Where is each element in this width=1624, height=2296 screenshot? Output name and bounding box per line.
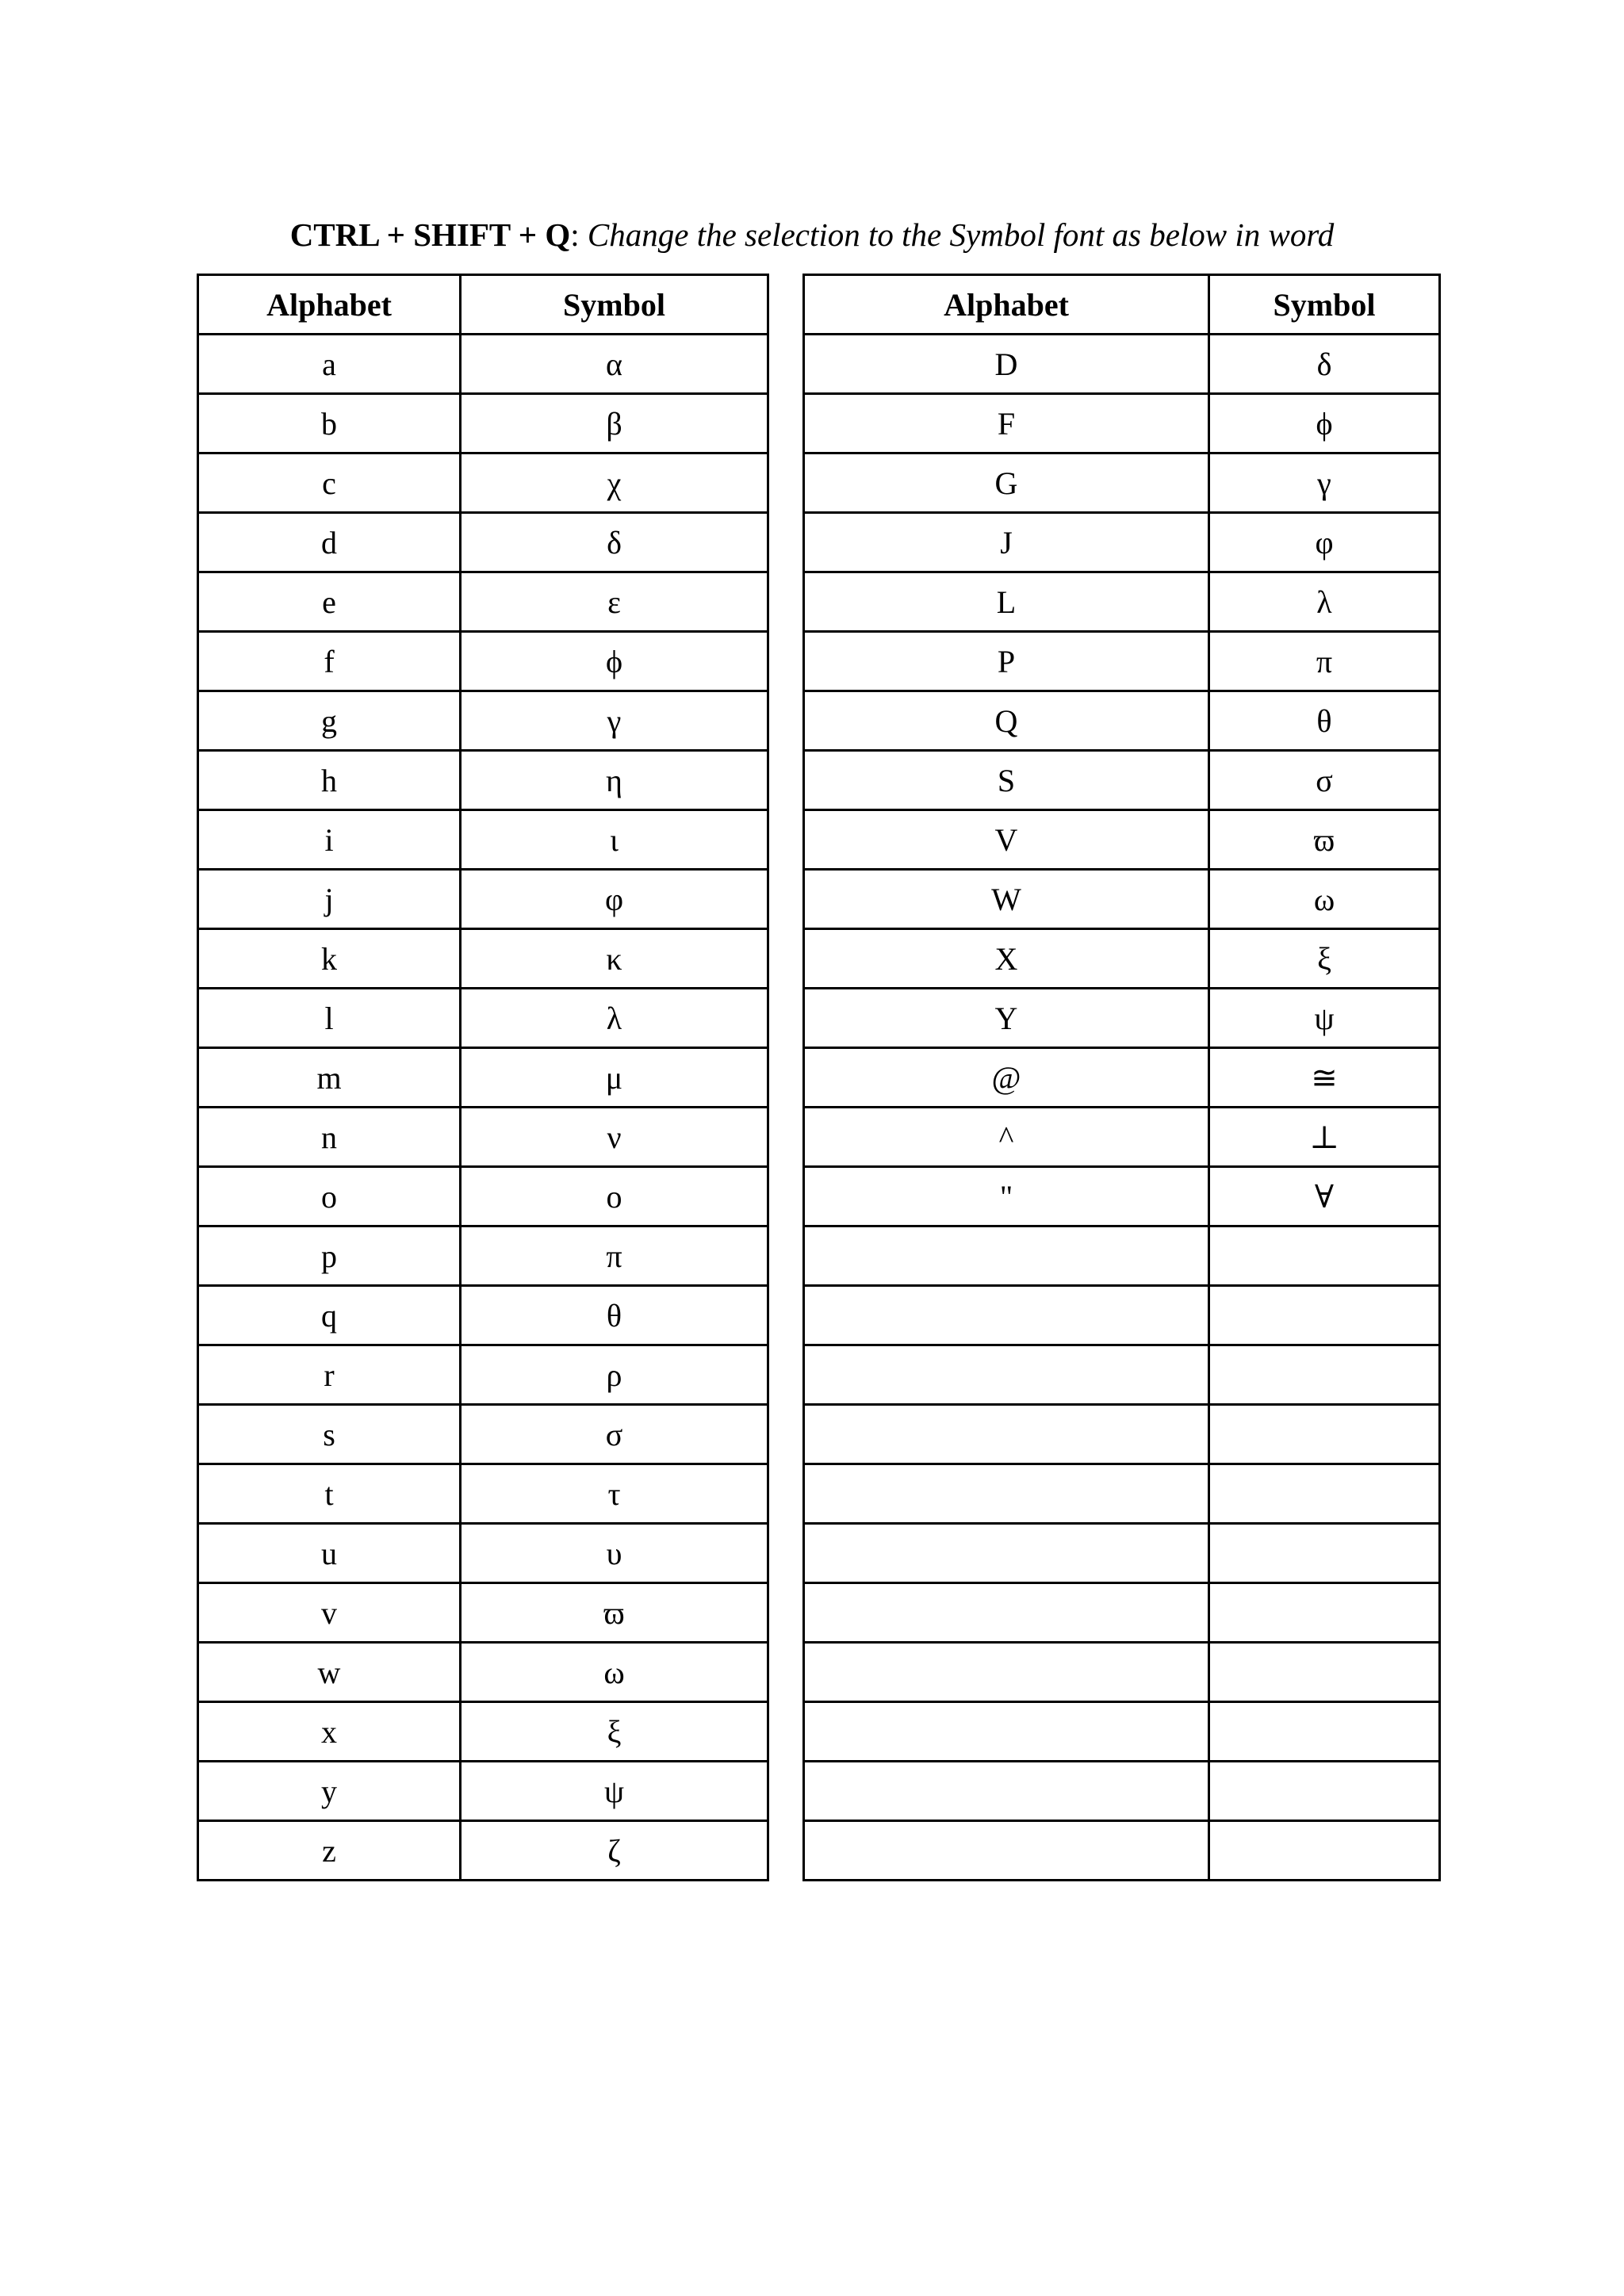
- cell-left-alphabet: s: [198, 1405, 461, 1464]
- cell-left-symbol: χ: [461, 453, 768, 513]
- cell-left-symbol: ρ: [461, 1345, 768, 1405]
- table-row: [198, 870, 1440, 929]
- header-left-symbol: Symbol: [461, 275, 768, 335]
- cell-right-symbol: θ: [1209, 691, 1440, 751]
- cell-right-symbol: [1209, 1464, 1440, 1524]
- column-gap: [768, 1762, 804, 1821]
- column-gap: [768, 394, 804, 453]
- cell-right-alphabet: [804, 1821, 1209, 1881]
- table-row: [198, 632, 1440, 691]
- cell-right-symbol: ϖ: [1209, 810, 1440, 870]
- column-gap: [768, 275, 804, 335]
- cell-right-alphabet: [804, 1583, 1209, 1643]
- cell-left-alphabet: v: [198, 1583, 461, 1643]
- cell-left-alphabet: j: [198, 870, 461, 929]
- cell-left-symbol: ι: [461, 810, 768, 870]
- table-row: [198, 1345, 1440, 1405]
- column-gap: [768, 1702, 804, 1762]
- cell-left-alphabet: t: [198, 1464, 461, 1524]
- cell-left-alphabet: n: [198, 1108, 461, 1167]
- cell-right-alphabet: [804, 1345, 1209, 1405]
- cell-right-alphabet: ": [804, 1167, 1209, 1226]
- table-row: [198, 751, 1440, 810]
- cell-left-alphabet: u: [198, 1524, 461, 1583]
- cell-left-alphabet: h: [198, 751, 461, 810]
- column-gap: [768, 929, 804, 989]
- column-gap: [768, 1048, 804, 1108]
- cell-right-symbol: [1209, 1821, 1440, 1881]
- table-row: [198, 1405, 1440, 1464]
- cell-right-symbol: [1209, 1643, 1440, 1702]
- table-row: [198, 1048, 1440, 1108]
- column-gap: [768, 751, 804, 810]
- cell-left-alphabet: x: [198, 1702, 461, 1762]
- title-description: Change the selection to the Symbol font as below in word: [587, 216, 1335, 253]
- cell-right-symbol: [1209, 1405, 1440, 1464]
- cell-left-alphabet: e: [198, 572, 461, 632]
- cell-right-alphabet: [804, 1524, 1209, 1583]
- cell-left-symbol: ψ: [461, 1762, 768, 1821]
- column-gap: [768, 1821, 804, 1881]
- table-row: [198, 1226, 1440, 1286]
- shortcut-keys: CTRL + SHIFT + Q: [289, 216, 571, 253]
- cell-left-alphabet: c: [198, 453, 461, 513]
- cell-left-alphabet: y: [198, 1762, 461, 1821]
- column-gap: [768, 1643, 804, 1702]
- column-gap: [768, 1286, 804, 1345]
- cell-left-alphabet: a: [198, 335, 461, 394]
- cell-right-symbol: π: [1209, 632, 1440, 691]
- cell-left-symbol: ϕ: [461, 632, 768, 691]
- column-gap: [768, 989, 804, 1048]
- cell-right-alphabet: [804, 1464, 1209, 1524]
- cell-left-symbol: ϖ: [461, 1583, 768, 1643]
- cell-right-symbol: ∀: [1209, 1167, 1440, 1226]
- cell-right-symbol: [1209, 1524, 1440, 1583]
- cell-right-alphabet: Y: [804, 989, 1209, 1048]
- cell-right-alphabet: X: [804, 929, 1209, 989]
- cell-right-alphabet: D: [804, 335, 1209, 394]
- cell-right-symbol: [1209, 1583, 1440, 1643]
- cell-left-symbol: δ: [461, 513, 768, 572]
- cell-right-symbol: [1209, 1286, 1440, 1345]
- cell-left-alphabet: g: [198, 691, 461, 751]
- table-row: [198, 1702, 1440, 1762]
- column-gap: [768, 1405, 804, 1464]
- column-gap: [768, 453, 804, 513]
- column-gap: [768, 870, 804, 929]
- cell-left-symbol: τ: [461, 1464, 768, 1524]
- table-row: [198, 1583, 1440, 1643]
- table-row: [198, 691, 1440, 751]
- header-right-alphabet: Alphabet: [804, 275, 1209, 335]
- page-title: [0, 211, 1624, 258]
- column-gap: [768, 1167, 804, 1226]
- table-row: [198, 453, 1440, 513]
- cell-right-alphabet: G: [804, 453, 1209, 513]
- cell-right-alphabet: @: [804, 1048, 1209, 1108]
- column-gap: [768, 1226, 804, 1286]
- cell-right-alphabet: [804, 1643, 1209, 1702]
- cell-left-symbol: β: [461, 394, 768, 453]
- cell-left-alphabet: z: [198, 1821, 461, 1881]
- cell-left-symbol: π: [461, 1226, 768, 1286]
- column-gap: [768, 1108, 804, 1167]
- table-body: [198, 335, 1440, 1881]
- cell-right-symbol: [1209, 1762, 1440, 1821]
- cell-left-symbol: μ: [461, 1048, 768, 1108]
- cell-left-alphabet: r: [198, 1345, 461, 1405]
- header-right-symbol: Symbol: [1209, 275, 1440, 335]
- cell-right-symbol: σ: [1209, 751, 1440, 810]
- table-row: [198, 1821, 1440, 1881]
- cell-right-alphabet: [804, 1286, 1209, 1345]
- column-gap: [768, 1524, 804, 1583]
- table-row: [198, 572, 1440, 632]
- cell-left-symbol: ο: [461, 1167, 768, 1226]
- table-row: [198, 1464, 1440, 1524]
- cell-left-alphabet: i: [198, 810, 461, 870]
- column-gap: [768, 810, 804, 870]
- column-gap: [768, 572, 804, 632]
- column-gap: [768, 335, 804, 394]
- header-left-alphabet: Alphabet: [198, 275, 461, 335]
- cell-left-alphabet: b: [198, 394, 461, 453]
- cell-right-alphabet: W: [804, 870, 1209, 929]
- cell-right-alphabet: F: [804, 394, 1209, 453]
- table-row: [198, 335, 1440, 394]
- cell-left-alphabet: p: [198, 1226, 461, 1286]
- column-gap: [768, 1583, 804, 1643]
- cell-left-symbol: γ: [461, 691, 768, 751]
- cell-right-symbol: ψ: [1209, 989, 1440, 1048]
- cell-left-alphabet: w: [198, 1643, 461, 1702]
- cell-right-alphabet: L: [804, 572, 1209, 632]
- column-gap: [768, 632, 804, 691]
- cell-right-symbol: [1209, 1345, 1440, 1405]
- cell-left-symbol: φ: [461, 870, 768, 929]
- cell-right-alphabet: Q: [804, 691, 1209, 751]
- table-row: [198, 394, 1440, 453]
- table-row: [198, 1286, 1440, 1345]
- table-row: [198, 1762, 1440, 1821]
- cell-left-symbol: ζ: [461, 1821, 768, 1881]
- symbol-mapping-table: [197, 274, 1441, 1881]
- cell-left-symbol: ξ: [461, 1702, 768, 1762]
- cell-right-symbol: λ: [1209, 572, 1440, 632]
- cell-right-alphabet: [804, 1762, 1209, 1821]
- cell-left-symbol: κ: [461, 929, 768, 989]
- table-header-row: [198, 275, 1440, 335]
- cell-right-symbol: γ: [1209, 453, 1440, 513]
- cell-right-alphabet: S: [804, 751, 1209, 810]
- cell-right-symbol: [1209, 1226, 1440, 1286]
- cell-left-symbol: λ: [461, 989, 768, 1048]
- cell-right-alphabet: P: [804, 632, 1209, 691]
- table-row: [198, 929, 1440, 989]
- cell-left-symbol: θ: [461, 1286, 768, 1345]
- cell-left-symbol: υ: [461, 1524, 768, 1583]
- table-row: [198, 1167, 1440, 1226]
- table-row: [198, 989, 1440, 1048]
- cell-right-symbol: ϕ: [1209, 394, 1440, 453]
- cell-right-alphabet: ^: [804, 1108, 1209, 1167]
- cell-right-symbol: δ: [1209, 335, 1440, 394]
- cell-left-symbol: ε: [461, 572, 768, 632]
- column-gap: [768, 1464, 804, 1524]
- cell-left-alphabet: o: [198, 1167, 461, 1226]
- table-row: [198, 810, 1440, 870]
- cell-left-symbol: α: [461, 335, 768, 394]
- cell-left-symbol: ω: [461, 1643, 768, 1702]
- table-row: [198, 513, 1440, 572]
- cell-left-alphabet: m: [198, 1048, 461, 1108]
- cell-right-alphabet: V: [804, 810, 1209, 870]
- cell-right-symbol: [1209, 1702, 1440, 1762]
- column-gap: [768, 1345, 804, 1405]
- cell-left-symbol: σ: [461, 1405, 768, 1464]
- cell-right-symbol: ξ: [1209, 929, 1440, 989]
- cell-left-alphabet: d: [198, 513, 461, 572]
- cell-right-alphabet: J: [804, 513, 1209, 572]
- cell-right-alphabet: [804, 1702, 1209, 1762]
- column-gap: [768, 513, 804, 572]
- column-gap: [768, 691, 804, 751]
- cell-right-symbol: φ: [1209, 513, 1440, 572]
- cell-right-alphabet: [804, 1226, 1209, 1286]
- table-row: [198, 1643, 1440, 1702]
- cell-left-symbol: η: [461, 751, 768, 810]
- cell-left-alphabet: k: [198, 929, 461, 989]
- title-separator: :: [570, 216, 580, 253]
- cell-right-symbol: ⊥: [1209, 1108, 1440, 1167]
- cell-left-alphabet: q: [198, 1286, 461, 1345]
- cell-right-symbol: ≅: [1209, 1048, 1440, 1108]
- cell-left-symbol: ν: [461, 1108, 768, 1167]
- cell-left-alphabet: l: [198, 989, 461, 1048]
- cell-left-alphabet: f: [198, 632, 461, 691]
- cell-right-symbol: ω: [1209, 870, 1440, 929]
- table-row: [198, 1524, 1440, 1583]
- cell-right-alphabet: [804, 1405, 1209, 1464]
- table-row: [198, 1108, 1440, 1167]
